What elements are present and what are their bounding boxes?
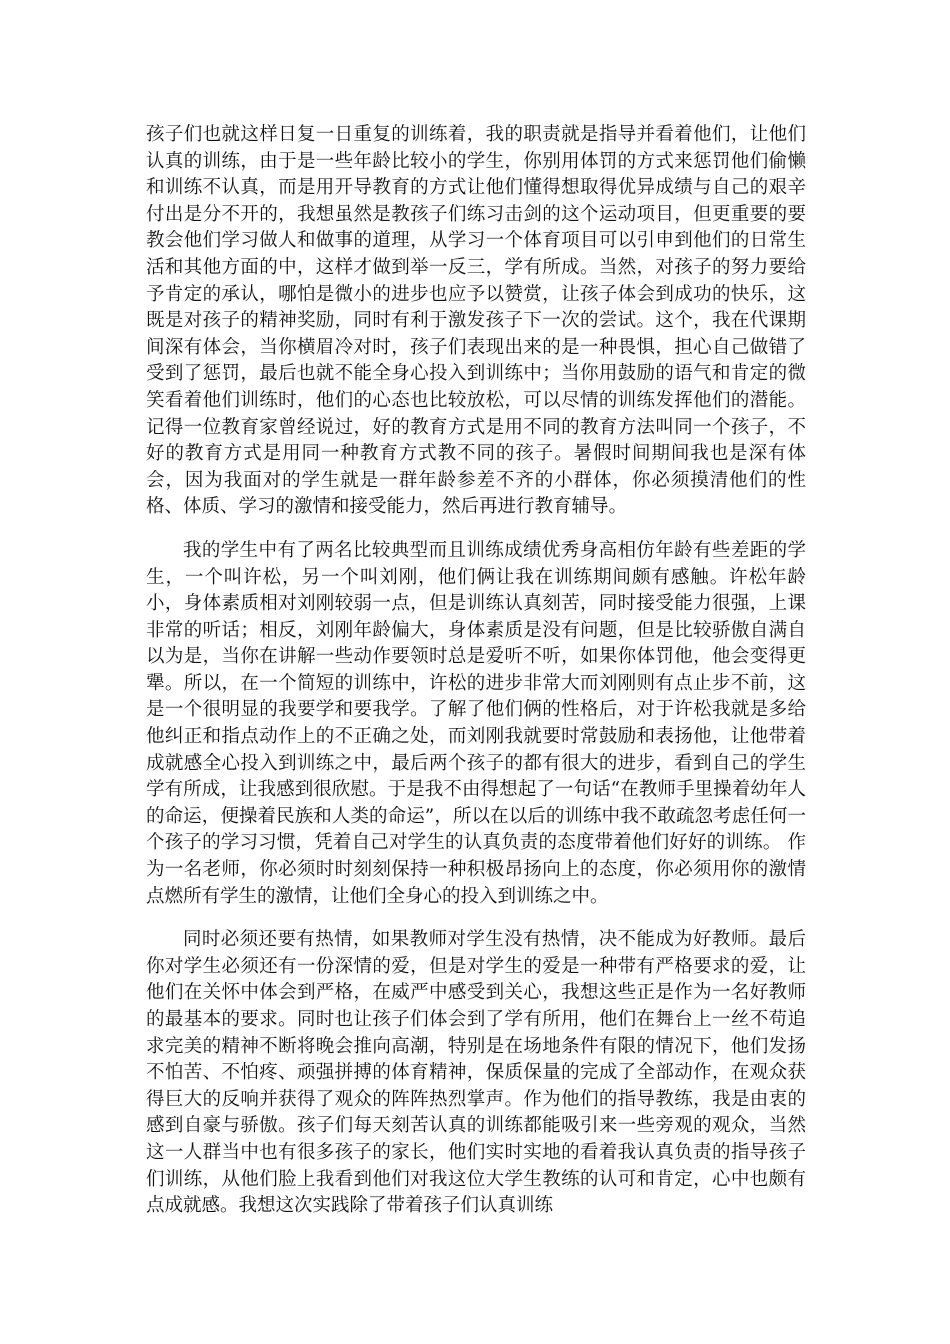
paragraph-1: 孩子们也就这样日复一日重复的训练着，我的职责就是指导并看着他们，让他们认真的训练，由于是一些年龄比较小的学生，你别用体罚的方式来惩罚他们偷懒和训练不认真，而是用开导教育的方式让他们懂得想取得优异成绩与自己的艰辛付出是分不开的，我想虽然是教孩子们练习击剑的这个运动项目，但更重要的要教会他们学习做人和做事的道理，从学习一个体育项目可以引申到他们的日常生活和其他方面的中，这样才做到举一反三，学有所成。当然，对孩子的努力要给予肯定的承认，哪怕是微小的进步也应予以赞赏，让孩子体会到成功的快乐，这既是对孩子的精神奖励，同时有利于激发孩子下一次的尝试。这个，我在代课期间深有体会，当你横眉冷对时，孩子们表现出来的是一种畏惧，担心自己做错了受到了惩罚，最后也就不能全身心投入到训练中；当你用鼓励的语气和肯定的微笑看着他们训练时，他们的心态也比较放松，可以尽情的训练发挥他们的潜能。 记得一位教育家曾经说过，好的教育方式是用不同的教育方法叫同一个孩子，不好的教育方式是用同一种教育方式教不同的孩子。暑假时间期间我也是深有体会，因为我面对的学生就是一群年龄参差不齐的小群体，你必须摸清他们的性格、体质、学习的激情和接受能力，然后再进行教育辅导。 <box>146 124 806 518</box>
paragraph-3: 同时必须还要有热情，如果教师对学生没有热情，决不能成为好教师。最后你对学生必须还有一份深情的爱，但是对学生的爱是一种带有严格要求的爱，让他们在关怀中体会到严格，在威严中感受到关心，我想这些正是作为一名好教师的最基本的要求。同时也让孩子们体会到了学有所用，他们在舞台上一丝不苟追求完美的精神不断将晚会推向高潮，特别是在场地条件有限的情况下，他们发扬不怕苦、不怕疼、顽强拼搏的体育精神，保质保量的完成了全部动作，在观众获得巨大的反响并获得了观众的阵阵热烈掌声。作为他们的指导教练，我是由衷的感到自豪与骄傲。孩子们每天刻苦认真的训练都能吸引来一些旁观的观众，当然这一人群当中也有很多孩子的家长，他们实时实地的看着我认真负责的指导孩子们训练，从他们脸上我看到他们对我这位大学生教练的认可和肯定，心中也颇有点成就感。我想这次实践除了带着孩子们认真训练 <box>146 929 806 1217</box>
document-body <box>146 122 806 1220</box>
paragraph-2: 我的学生中有了两名比较典型而且训练成绩优秀身高相仿年龄有些差距的学生，一个叫许松，另一个叫刘刚，他们俩让我在训练期间颇有感触。许松年龄小，身体素质相对刘刚较弱一点，但是训练认真刻苦，同时接受能力很强，上课非常的听话；相反，刘刚年龄偏大，身体素质是没有问题，但是比较骄傲自满自以为是，当你在讲解一些动作要领时总是爱听不听，如果你体罚他，他会变得更犟。所以，在一个简短的训练中，许松的进步非常大而刘刚则有点止步不前，这是一个很明显的我要学和要我学。了解了他们俩的性格后，对于许松我就是多给他纠正和指点动作上的不正确之处，而刘刚我就要时常鼓励和表扬他，让他带着成就感全心投入到训练之中，最后两个孩子的都有很大的进步，看到自己的学生学有所成，让我感到很欣慰。于是我不由得想起了一句话“在教师手里操着幼年人的命运，便操着民族和人类的命运”，所以在以后的训练中我不敢疏忽考虑任何一个孩子的学习习惯，凭着自己对学生的认真负责的态度带着他们好好的训练。 作为一名老师，你必须时时刻刻保持一种积极昂扬向上的态度，你必须用你的激情点燃所有学生的激情，让他们全身心的投入到训练之中。 <box>146 539 806 907</box>
